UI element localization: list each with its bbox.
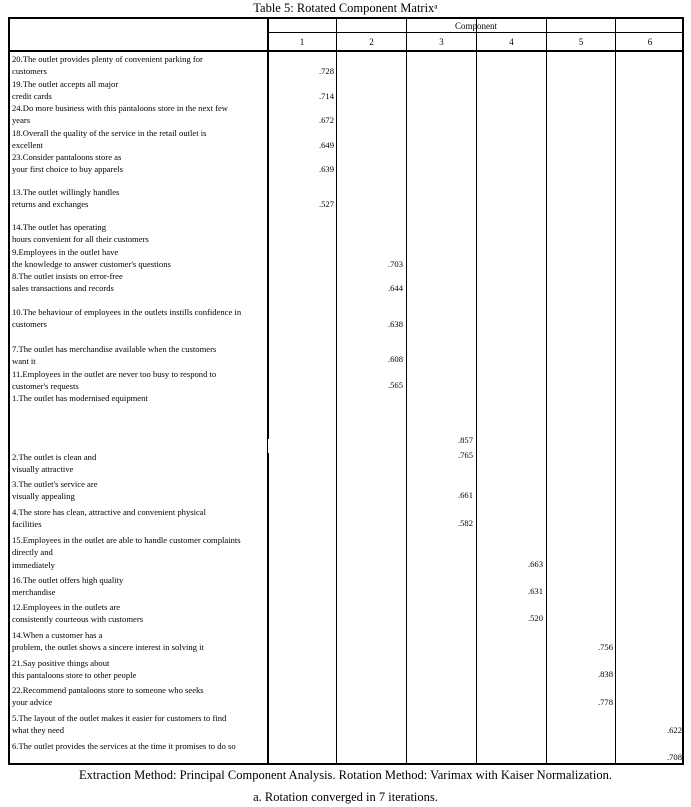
row-label: 14.The outlet has operating hours convenient for all their customers [12, 222, 149, 245]
rotated-component-matrix [8, 17, 684, 765]
row-label: 10.The behaviour of employees in the outlets instills confidence in customers [12, 307, 242, 330]
rotation-note: a. Rotation converged in 7 iterations. [253, 790, 438, 804]
loading-value: .565 [387, 380, 403, 390]
column-header-1: 1 [299, 37, 305, 47]
loading-value: .728 [318, 66, 334, 76]
loading-value: .857 [457, 435, 473, 445]
loading-value: .838 [597, 669, 613, 679]
loading-value: .765 [457, 450, 473, 460]
loading-value: .672 [318, 115, 334, 125]
row-label: 15.Employees in the outlet are able to handle customer complaints directly and immediately [12, 535, 241, 570]
row-label: 3.The outlet's service are visually appealing [12, 479, 98, 502]
loading-value: .663 [527, 559, 543, 569]
row-label: 13.The outlet willingly handles returns and exchanges [12, 187, 120, 210]
row-label: 6.The outlet provides the services at the time it promises to do so [12, 741, 236, 751]
column-header-3: 3 [439, 37, 444, 47]
component-header: Component [455, 21, 497, 31]
loading-value: .527 [318, 199, 334, 209]
row-label: 24.Do more business with this pantaloons store in the next few years [12, 103, 229, 126]
extraction-method-note: Extraction Method: Principal Component Analysis. Rotation Method: Varimax with Kaiser Normalization. [78, 768, 613, 782]
column-divider [615, 19, 616, 763]
loading-value: .631 [527, 586, 543, 596]
loading-value: .644 [387, 283, 403, 293]
row-label: 11.Employees in the outlet are never too busy to respond to customer's requests [12, 369, 217, 392]
row-label: 20.The outlet provides plenty of convenient parking for customers [12, 54, 203, 77]
component-header-rule [268, 32, 682, 33]
row-label: 18.Overall the quality of the service in the retail outlet is excellent [12, 128, 207, 151]
row-label: 12.Employees in the outlets are consistently courteous with customers [12, 602, 144, 625]
loading-value: .703 [387, 259, 403, 269]
loading-value: .608 [387, 354, 403, 364]
loading-value: .638 [387, 319, 403, 329]
row-label: 14.When a customer has a problem, the outlet shows a sincere interest in solving it [12, 630, 204, 653]
loading-value: .714 [318, 91, 334, 101]
divider-gap [268, 439, 270, 453]
row-label: 9.Employees in the outlet have the knowledge to answer customer's questions [12, 247, 171, 270]
row-label: 19.The outlet accepts all major credit cards [12, 79, 119, 102]
row-label: 16.The outlet offers high quality merchandise [12, 575, 124, 598]
row-label: 5.The layout of the outlet makes it easier for customers to find what they need [12, 713, 227, 736]
row-label: 22.Recommend pantaloons store to someone who seeks your advice [12, 685, 204, 708]
header-bottom-rule [10, 50, 682, 52]
loading-value: .756 [597, 642, 613, 652]
loading-value: .778 [597, 697, 613, 707]
column-divider [406, 19, 407, 763]
column-header-5: 5 [578, 37, 584, 47]
row-label: 2.The outlet is clean and visually attractive [12, 452, 97, 475]
row-label: 8.The outlet insists on error-free sales transactions and records [12, 271, 123, 294]
column-header-2: 2 [369, 37, 374, 47]
loading-value: .649 [318, 140, 334, 150]
table-title: Table 5: Rotated Component Matrixᵃ [253, 1, 438, 15]
row-label: 21.Say positive things about this pantaloons store to other people [12, 658, 137, 681]
loading-value: .708 [666, 752, 682, 762]
loading-value: .520 [527, 613, 543, 623]
loading-value: .582 [457, 518, 473, 528]
row-label: 23.Consider pantaloons store as your first choice to buy apparels [12, 152, 123, 175]
column-divider [336, 19, 337, 763]
loading-value: .661 [457, 490, 473, 500]
column-divider [476, 19, 477, 763]
column-header-4: 4 [509, 37, 514, 47]
row-label: 1.The outlet has modernised equipment [12, 393, 148, 403]
loading-value: .622 [666, 725, 682, 735]
row-label: 7.The outlet has merchandise available when the customers want it [12, 344, 217, 367]
column-header-6: 6 [647, 37, 653, 47]
loading-value: .639 [318, 164, 334, 174]
row-label: 4.The store has clean, attractive and convenient physical facilities [12, 507, 206, 530]
